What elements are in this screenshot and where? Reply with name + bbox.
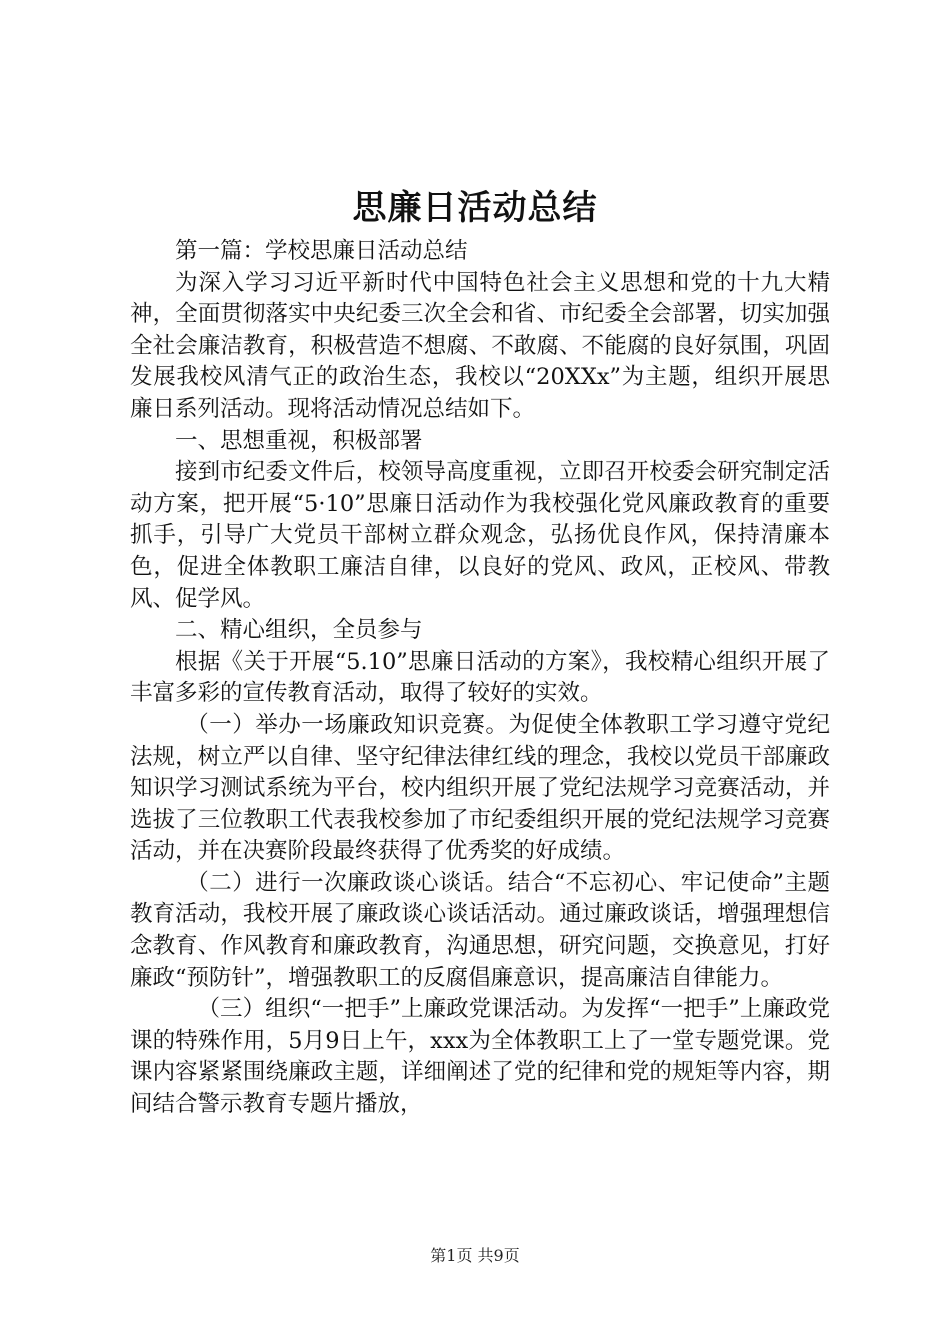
body-paragraph: （一）举办一场廉政知识竞赛。为促使全体教职工学习遵守党纪法规，树立严以自律、坚守纪律法律红线的理念，我校以党员干部廉政知识学习测试系统为平台，校内组织开展了党纪法规学习竞赛活动，并选拔了三位教职工代表我校参加了市纪委组织开展的党纪法规学习竞赛活动，并在决赛阶段最终获得了优秀奖的好成绩。: [130, 711, 830, 865]
body-paragraph: 接到市纪委文件后，校领导高度重视，立即召开校委会研究制定活动方案，把开展“5·10”思廉日活动作为我校强化党风廉政教育的重要抓手，引导广大党员干部树立群众观念，弘扬优良作风，保持清廉本色，促进全体教职工廉洁自律，以良好的党风、政风，正校风、带教风、促学风。: [130, 459, 830, 612]
body-paragraph: 为深入学习习近平新时代中国特色社会主义思想和党的十九大精神，全面贯彻落实中央纪委三次全会和省、市纪委全会部署，切实加强全社会廉洁教育，积极营造不想腐、不敢腐、不能腐的良好氛围，巩固发展我校风清气正的政治生态，我校以“20XXx”为主题，组织开展思廉日系列活动。现将活动情况总结如下。: [130, 269, 830, 422]
section-heading: 二、精心组织，全员参与: [175, 617, 423, 644]
document-body: [130, 236, 830, 1121]
body-paragraph: （二）进行一次廉政谈心谈话。结合“不忘初心、牢记使命”主题教育活动，我校开展了廉政谈心谈话活动。通过廉政谈话，增强理想信念教育、作风教育和廉政教育，沟通思想，研究问题，交换意见，打好廉政“预防针”，增强教职工的反腐倡廉意识，提高廉洁自律能力。: [130, 869, 830, 991]
document-title: 思廉日活动总结: [352, 188, 598, 228]
body-paragraph: （三）组织“一把手”上廉政党课活动。为发挥“一把手”上廉政党课的特殊作用，5月9日上午，xxx为全体教职工上了一堂专题党课。党课内容紧紧围绕廉政主题，详细阐述了党的纪律和党的规矩等内容，期间结合警示教育专题片播放，: [130, 996, 830, 1118]
page-number-footer: 第1页 共9页: [430, 1246, 520, 1265]
section-heading: 第一篇：学校思廉日活动总结: [175, 238, 468, 264]
section-heading: 一、思想重视，积极部署: [175, 427, 423, 454]
body-paragraph: 根据《关于开展“5.10”思廉日活动的方案》，我校精心组织开展了丰富多彩的宣传教育活动，取得了较好的实效。: [130, 648, 830, 707]
